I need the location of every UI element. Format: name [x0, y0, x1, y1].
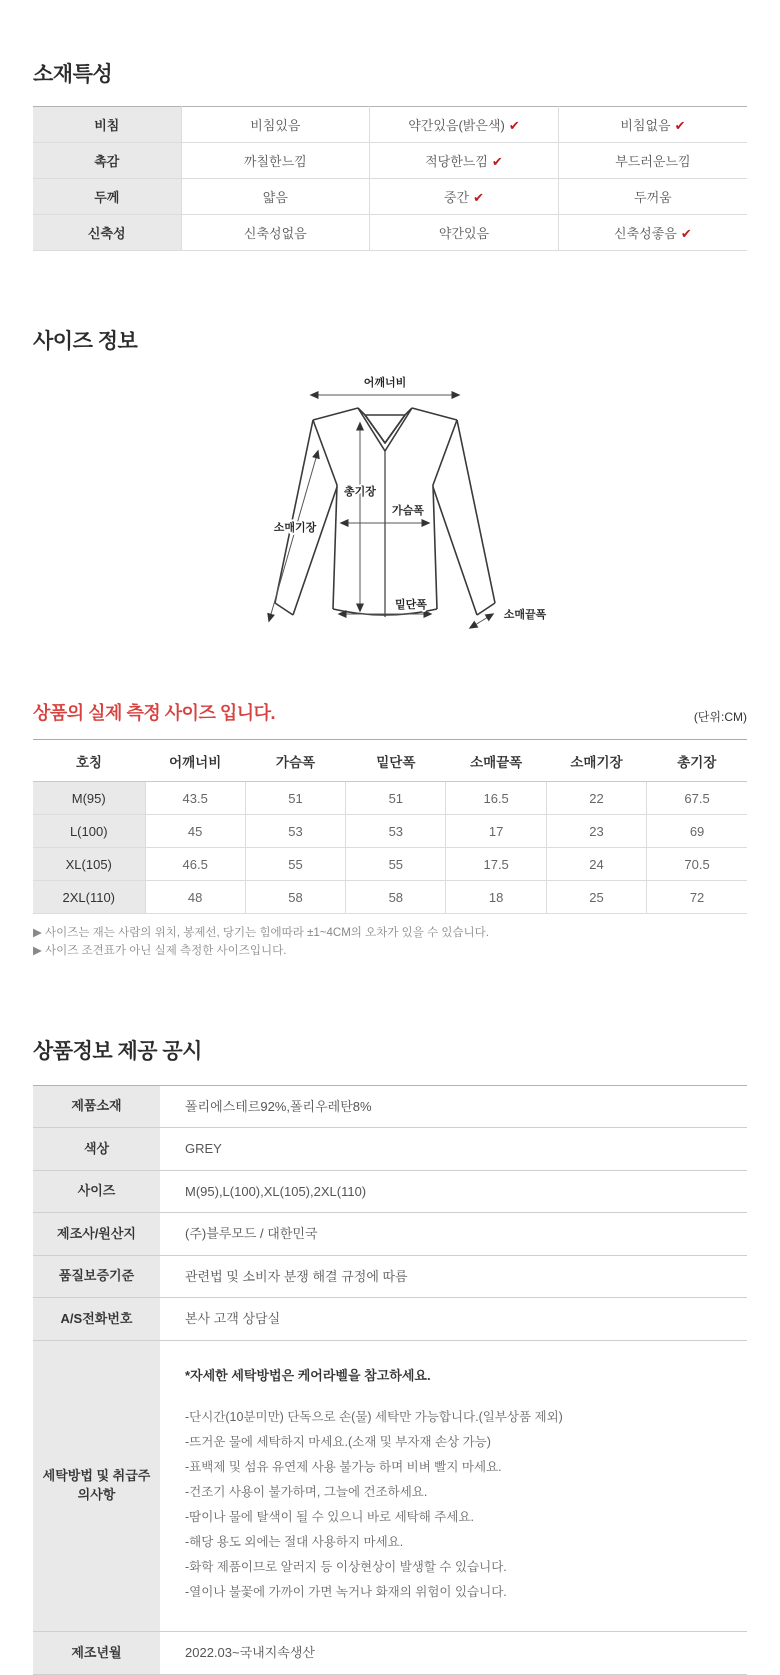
- info-value: 폴리에스테르92%,폴리우레탄8%: [160, 1085, 747, 1128]
- size-row-xl: [33, 848, 747, 881]
- care-heading: *자세한 세탁방법은 케어라벨을 참고하세요.: [185, 1367, 431, 1383]
- size-row-2xl: [33, 881, 747, 914]
- product-info-table: [33, 1085, 747, 1675]
- shoulder-width-label: 어깨너비: [363, 377, 407, 389]
- column-header: 소매기장: [546, 740, 646, 782]
- info-label: 제조사/원산지: [33, 1213, 160, 1256]
- size-value: 53: [245, 815, 345, 848]
- check-icon: ✔: [473, 190, 484, 205]
- info-value: (주)블루모드 / 대한민국: [160, 1213, 747, 1256]
- material-option: 얇음: [262, 190, 288, 205]
- size-value: 17.5: [446, 848, 546, 881]
- material-option: 약간있음(밝은색): [408, 118, 505, 133]
- size-value: 55: [346, 848, 446, 881]
- chest-width-label: 가슴폭: [392, 505, 424, 517]
- material-option: 까칠한느낌: [243, 154, 307, 169]
- info-value: 본사 고객 상담실: [160, 1298, 747, 1341]
- jacket-outline: [275, 408, 495, 617]
- care-line: -뜨거운 물에 세탁하지 마세요.(소재 및 부자재 손상 가능): [185, 1435, 491, 1450]
- size-value: 45: [145, 815, 245, 848]
- info-label: 사이즈: [33, 1170, 160, 1213]
- material-cell: [370, 107, 559, 143]
- info-value: 관련법 및 소비자 분쟁 해결 규정에 따름: [160, 1255, 747, 1298]
- size-value: 23: [546, 815, 646, 848]
- size-name: L(100): [33, 815, 145, 848]
- check-icon: ✔: [508, 118, 520, 133]
- product-info-section: [33, 1035, 747, 1675]
- material-row-elasticity: [33, 215, 747, 251]
- care-line: -표백제 및 섬유 유연제 사용 불가능 하며 비벼 빨지 마세요.: [185, 1460, 502, 1475]
- size-value: 58: [245, 881, 345, 914]
- size-note: ▶ 사이즈는 재는 사람의 위치, 봉제선, 당기는 힘에따라 ±1~4CM의 오차가 있을 수 있습니다.: [33, 927, 489, 939]
- size-value: 18: [446, 881, 546, 914]
- material-row-label: 신축성: [33, 215, 181, 251]
- material-option: 신축성없음: [243, 226, 307, 241]
- garment-diagram: [33, 371, 747, 643]
- care-line: -화학 제품이므로 알러지 등 이상현상이 발생할 수 있습니다.: [185, 1560, 507, 1575]
- material-cell: [181, 215, 370, 251]
- material-cell: [370, 215, 559, 251]
- material-row-texture: [33, 143, 747, 179]
- column-header: 가슴폭: [245, 740, 345, 782]
- info-value: M(95),L(100),XL(105),2XL(110): [160, 1170, 747, 1213]
- size-value: 46.5: [145, 848, 245, 881]
- material-option: 신축성좋음: [614, 226, 677, 241]
- hem-width-label: 밑단폭: [395, 599, 427, 611]
- size-value: 55: [245, 848, 345, 881]
- cuff-width-label: 소매끝폭: [503, 609, 547, 621]
- size-value: 48: [145, 881, 245, 914]
- column-header: 소매끝폭: [446, 740, 546, 782]
- size-row-m: [33, 782, 747, 815]
- material-row-label: 비침: [33, 107, 181, 143]
- product-info-title: 상품정보 제공 공시: [33, 1039, 202, 1063]
- info-label: 품질보증기준: [33, 1255, 160, 1298]
- material-cell: [370, 143, 559, 179]
- info-row-manufacturer: [33, 1213, 747, 1256]
- size-value: 25: [546, 881, 646, 914]
- material-option: 적당한느낌: [425, 154, 488, 169]
- care-line: -해당 용도 외에는 절대 사용하지 마세요.: [185, 1535, 404, 1550]
- size-value: 22: [546, 782, 646, 815]
- material-cell: [370, 179, 559, 215]
- size-value: 69: [647, 815, 747, 848]
- size-value: 70.5: [647, 848, 747, 881]
- size-info-section: [33, 325, 747, 643]
- size-value: 16.5: [446, 782, 546, 815]
- check-icon: ✔: [491, 154, 503, 169]
- size-table: [33, 739, 747, 914]
- material-option: 두꺼움: [634, 190, 672, 205]
- care-instructions: [160, 1340, 747, 1632]
- check-icon: ✔: [680, 226, 692, 241]
- info-row-color: [33, 1128, 747, 1171]
- size-name: 2XL(110): [33, 881, 145, 914]
- measurement-title: 상품의 실제 측정 사이즈 입니다.: [33, 703, 276, 723]
- material-option: 비침있음: [250, 118, 301, 133]
- material-cell: [181, 179, 370, 215]
- size-name: XL(105): [33, 848, 145, 881]
- info-row-care: [33, 1340, 747, 1632]
- material-cell: [558, 179, 747, 215]
- check-icon: ✔: [674, 118, 686, 133]
- size-note: ▶ 사이즈 조견표가 아닌 실제 측정한 사이즈입니다.: [33, 945, 287, 958]
- material-cell: [181, 143, 370, 179]
- sleeve-length-label: 소매기장: [273, 522, 317, 534]
- care-line: -건조기 사용이 불가하며, 그늘에 건조하세요.: [185, 1485, 428, 1500]
- column-header: 어깨너비: [145, 740, 245, 782]
- info-row-fabric: [33, 1085, 747, 1128]
- measurement-header: [33, 699, 747, 725]
- size-notes: [33, 924, 747, 961]
- size-info-title: 사이즈 정보: [33, 330, 138, 353]
- material-option: 부드러운느낌: [615, 154, 691, 169]
- column-header: 밑단폭: [346, 740, 446, 782]
- measurement-section: [33, 699, 747, 961]
- info-label: A/S전화번호: [33, 1298, 160, 1341]
- material-row-label: 두께: [33, 179, 181, 215]
- info-label: 색상: [33, 1128, 160, 1171]
- material-option: 비침없음: [620, 118, 671, 133]
- care-line: -단시간(10분미만) 단독으로 손(물) 세탁만 가능합니다.(일부상품 제외): [185, 1410, 563, 1425]
- info-label: 제조년월: [33, 1632, 160, 1675]
- material-cell: [558, 215, 747, 251]
- measurement-unit: (단위:CM): [693, 710, 747, 724]
- material-cell: [181, 107, 370, 143]
- info-row-warranty: [33, 1255, 747, 1298]
- info-label: 제품소재: [33, 1085, 160, 1128]
- material-cell: [558, 107, 747, 143]
- material-cell: [558, 143, 747, 179]
- size-value: 72: [647, 881, 747, 914]
- care-line: -열이나 불꽃에 가까이 가면 녹거나 화재의 위험이 있습니다.: [185, 1585, 507, 1600]
- material-section-title: 소재특성: [33, 63, 113, 86]
- size-row-l: [33, 815, 747, 848]
- size-table-header-row: [33, 740, 747, 782]
- material-row-sheerness: [33, 107, 747, 143]
- column-header: 호칭: [33, 740, 145, 782]
- material-option: 약간있음: [438, 226, 490, 241]
- info-label: 세탁방법 및 취급주의사항: [33, 1340, 160, 1632]
- size-value: 17: [446, 815, 546, 848]
- material-row-label: 촉감: [33, 143, 181, 179]
- size-value: 43.5: [145, 782, 245, 815]
- size-value: 24: [546, 848, 646, 881]
- size-value: 51: [245, 782, 345, 815]
- info-row-as-phone: [33, 1298, 747, 1341]
- size-name: M(95): [33, 782, 145, 815]
- total-length-label: 총기장: [344, 486, 376, 498]
- size-value: 51: [346, 782, 446, 815]
- material-table: [33, 106, 747, 251]
- size-value: 58: [346, 881, 446, 914]
- material-row-thickness: [33, 179, 747, 215]
- info-value: GREY: [160, 1128, 747, 1171]
- info-row-manufacture-date: [33, 1632, 747, 1675]
- size-value: 53: [346, 815, 446, 848]
- jacket-measurement-diagram: [225, 371, 555, 643]
- info-value: 2022.03~국내지속생산: [185, 1645, 315, 1661]
- info-row-size: [33, 1170, 747, 1213]
- size-value: 67.5: [647, 782, 747, 815]
- column-header: 총기장: [647, 740, 747, 782]
- material-option: 중간: [443, 190, 470, 205]
- care-line: -땀이나 물에 탈색이 될 수 있으니 바로 세탁해 주세요.: [185, 1510, 474, 1525]
